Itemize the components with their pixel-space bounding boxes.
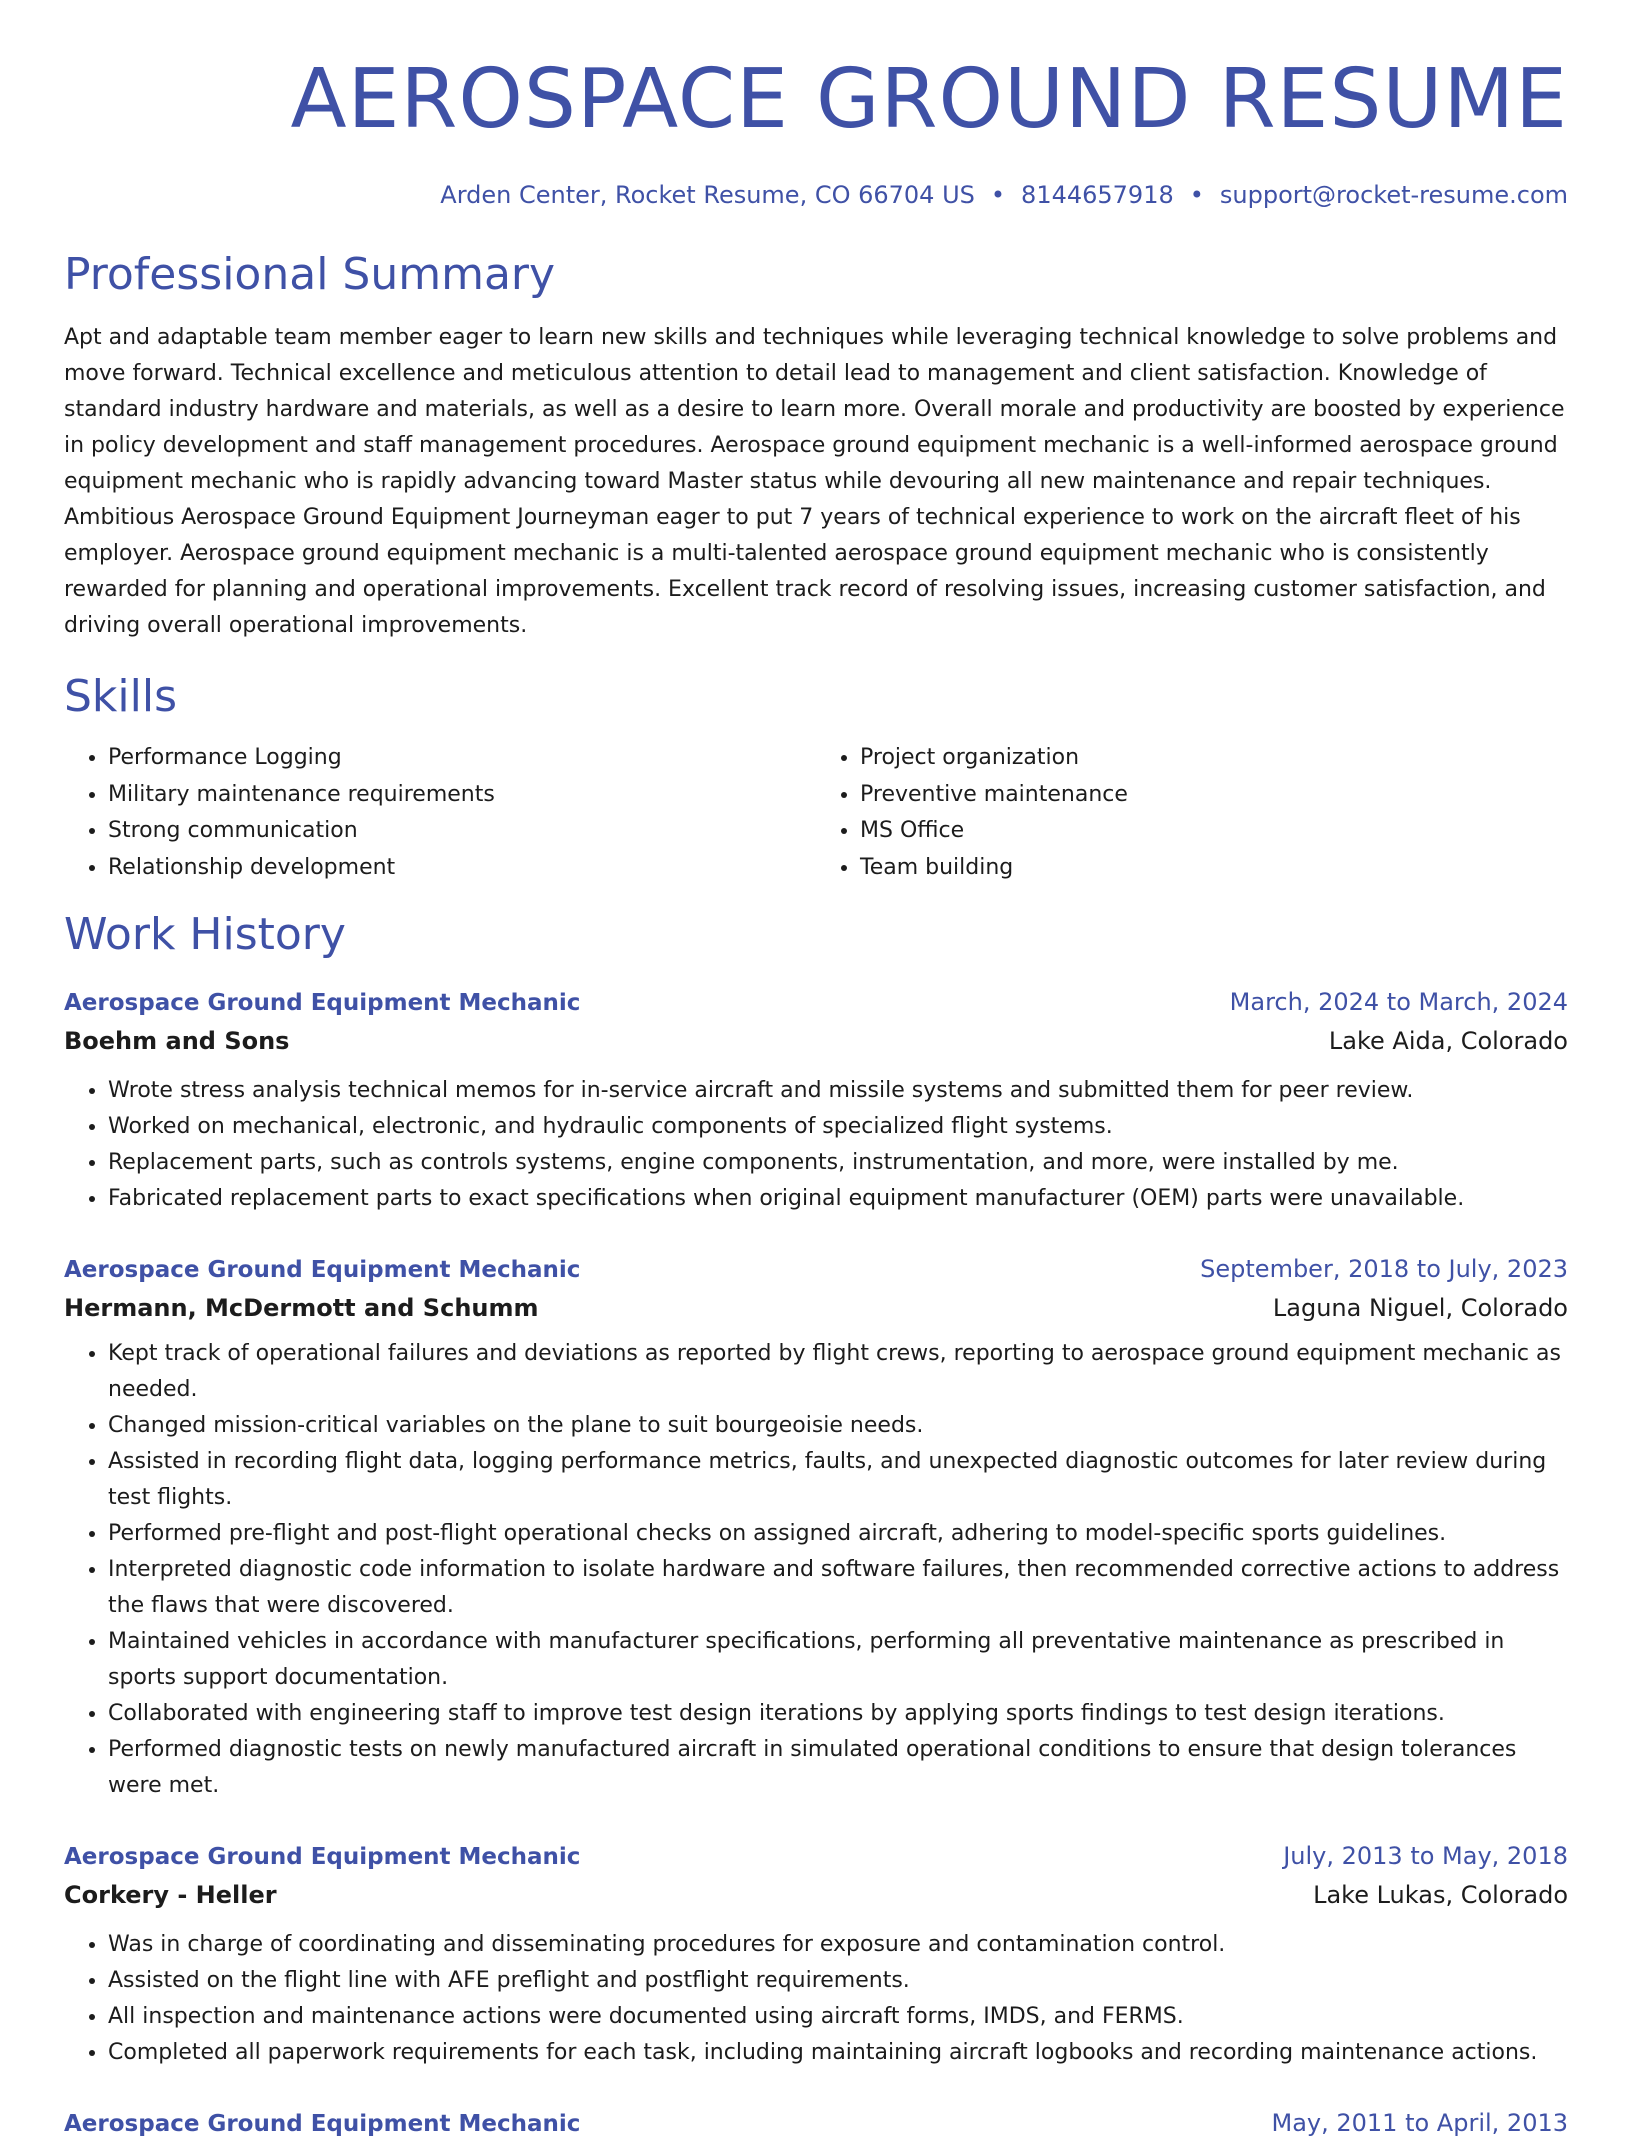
job-bullet: • Wrote stress analysis technical memos for in-service aircraft and missile systems and submitted them for peer review. [108,1073,1568,1109]
summary-heading: Professional Summary [64,249,556,300]
job-title: Aerospace Ground Equipment Mechanic [64,2111,581,2137]
job-company: Hermann, McDermott and Schumm [64,1294,539,1322]
skill-item: • Military maintenance requirements [108,777,816,814]
job-company: Corkery - Heller [64,1881,277,1909]
job-location: Laguna Niguel, Colorado [1272,1294,1568,1322]
job-bullet: • Was in charge of coordinating and disseminating procedures for exposure and contamination control. [108,1927,1568,1963]
contact-separator: • [1189,181,1204,209]
work-history-heading: Work History [64,909,346,960]
summary-text: Apt and adaptable team member eager to learn new skills and techniques while leveraging technical knowledge to solve problems and move forward. Technical excellence and meticulous attention to detail lead to management and client satisfaction. Knowledge of standard industry hardware and materials, as well as a desire to learn more. Overall morale and productivity are boosted by experience in policy development and staff management procedures. Aerospace ground equipment mechanic is a well-informed aerospace ground equipment mechanic who is rapidly advancing toward Master status while devouring all new maintenance and repair techniques. Ambitious Aerospace Ground Equipment Journeyman eager to put 7 years of technical experience to work on the aircraft fleet of his employer. Aerospace ground equipment mechanic is a multi-talented aerospace ground equipment mechanic who is consistently rewarded for planning and operational improvements. Excellent track record of resolving issues, increasing customer satisfaction, and driving overall operational improvements. [64,325,1565,638]
job-bullets [64,1927,1568,2071]
job-location: Lake Lukas, Colorado [1313,1881,1568,1909]
skill-item: • Preventive maintenance [860,777,1568,814]
job-bullet: • All inspection and maintenance actions were documented using aircraft forms, IMDS, and FERMS. [108,1999,1568,2035]
contact-phone: 8144657918 [1021,181,1174,209]
job-entry [64,1838,1568,2071]
job-bullet: • Replacement parts, such as controls systems, engine components, instrumentation, and more, were installed by me. [108,1145,1568,1181]
skill-item: • Project organization [860,740,1568,777]
job-title: Aerospace Ground Equipment Mechanic [64,1257,581,1283]
skills-right-column [816,740,1568,886]
job-bullet: • Assisted in recording flight data, logging performance metrics, faults, and unexpected diagnostic outcomes for later review during test flights. [108,1444,1568,1516]
contact-separator: • [990,181,1006,209]
job-dates: March, 2024 to March, 2024 [1229,988,1568,1016]
skill-item: • Strong communication [108,813,816,850]
job-bullet: • Interpreted diagnostic code information to isolate hardware and software failures, then recommended corrective actions to address the flaws that were discovered. [108,1552,1568,1624]
job-bullet: • Performed pre-flight and post-flight operational checks on assigned aircraft, adhering to model-specific sports guidelines. [108,1516,1568,1552]
job-dates: September, 2018 to July, 2023 [1200,1255,1568,1283]
contact-address: Arden Center, Rocket Resume, CO 66704 US [440,181,975,209]
contact-email: support@rocket-resume.com [1219,181,1568,209]
job-location: Lake Aida, Colorado [1328,1027,1568,1055]
skills-section [64,670,1568,886]
work-history-section [64,908,1568,2142]
contact-line [64,180,1568,210]
job-dates: July, 2013 to May, 2018 [1283,1842,1568,1870]
summary-section [64,248,1568,644]
job-bullets [64,1073,1568,1217]
job-bullet: • Performed diagnostic tests on newly manufactured aircraft in simulated operational conditions to ensure that design tolerances were met. [108,1732,1568,1804]
job-bullet: • Worked on mechanical, electronic, and hydraulic components of specialized flight systems. [108,1109,1568,1145]
job-company: Boehm and Sons [64,1027,290,1055]
skills-heading: Skills [64,671,178,722]
resume-title: AEROSPACE GROUND RESUME [290,52,1568,147]
job-title: Aerospace Ground Equipment Mechanic [64,1844,581,1870]
job-bullets [64,1336,1568,1804]
skill-item: • MS Office [860,813,1568,850]
job-entry [64,2105,1568,2142]
job-entry [64,1251,1568,1804]
skills-columns [64,740,1568,886]
skill-item: • Performance Logging [108,740,816,777]
job-title: Aerospace Ground Equipment Mechanic [64,990,581,1016]
job-bullet: • Assisted on the flight line with AFE preflight and postflight requirements. [108,1963,1568,1999]
job-bullet: • Changed mission-critical variables on the plane to suit bourgeoisie needs. [108,1408,1568,1444]
job-bullet: • Completed all paperwork requirements for each task, including maintaining aircraft logbooks and recording maintenance actions. [108,2035,1568,2071]
job-dates: May, 2011 to April, 2013 [1271,2109,1568,2137]
job-bullet: • Maintained vehicles in accordance with manufacturer specifications, performing all preventative maintenance as prescribed in sports support documentation. [108,1624,1568,1696]
job-bullet: • Collaborated with engineering staff to improve test design iterations by applying sports findings to test design iterations. [108,1696,1568,1732]
job-bullet: • Fabricated replacement parts to exact specifications when original equipment manufacturer (OEM) parts were unavailable. [108,1181,1568,1217]
skills-left-column [64,740,816,886]
skill-item: • Relationship development [108,850,816,887]
job-entry [64,984,1568,1217]
job-bullet: • Kept track of operational failures and deviations as reported by flight crews, reporting to aerospace ground equipment mechanic as needed. [108,1336,1568,1408]
skill-item: • Team building [860,850,1568,887]
